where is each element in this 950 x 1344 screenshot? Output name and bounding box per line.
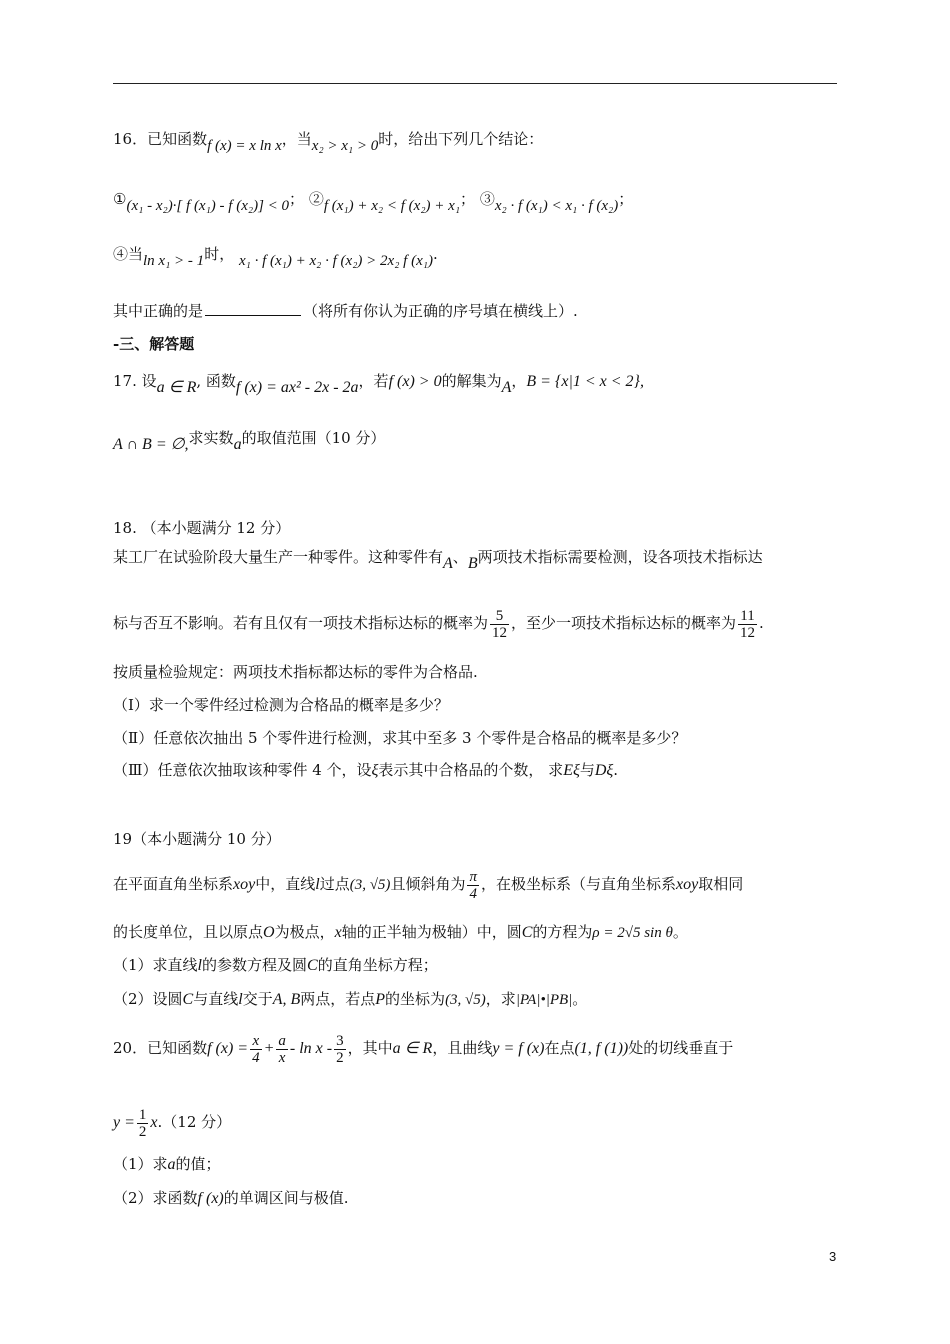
q16-line-3 <box>113 243 438 269</box>
q19-part-2 <box>113 988 587 1011</box>
q18-math: B <box>467 555 478 572</box>
q20-text: ，其中 <box>347 1039 393 1057</box>
q19-text: 过点 <box>319 875 350 893</box>
q18-text: 两项技术指标需要检测，设各项技术指标达 <box>477 548 763 566</box>
fraction-5-12 <box>490 608 509 641</box>
q20-text: （2）求函数 <box>113 1189 198 1207</box>
q18-text: （Ⅲ）任意依次抽取该种零件 4 个，设 <box>113 761 372 779</box>
q16-answer-line <box>113 300 578 322</box>
q19-text: ，求 <box>485 990 516 1008</box>
q20-text: 在点 <box>544 1039 575 1057</box>
q20-line-1 <box>113 1028 733 1069</box>
q20-math: a <box>167 1156 176 1173</box>
q19-text: 两点，若点 <box>300 990 376 1008</box>
q17-math: A <box>501 379 512 396</box>
q19-text: 为极点， <box>274 923 335 941</box>
q19-text: 的直角坐标方程； <box>317 956 438 974</box>
denominator: 4 <box>252 1049 260 1066</box>
q19-text: （1）求直线 <box>113 956 198 974</box>
q20-part-2 <box>113 1187 349 1210</box>
q19-text: 的方程为 <box>532 923 593 941</box>
q16-text: 16．已知函数 <box>113 130 208 148</box>
q19-text: （2）设圆 <box>113 990 183 1008</box>
header-rule <box>113 83 837 84</box>
q18-text: 标与否互不影响。若有且仅有一项技术指标达标的概率为 <box>113 614 489 632</box>
q16-conclusion-4: x₁ · f (x₁) + x₂ · f (x₂) > 2x₂ f (x₁) <box>238 253 433 269</box>
q17-text: , 函数 <box>196 372 236 390</box>
q20-line-2 <box>113 1102 231 1143</box>
q19-math: l <box>197 957 202 974</box>
fraction-a-x <box>276 1033 288 1066</box>
q16-text: 时，给出下列几个结论： <box>378 130 544 148</box>
q19-text: 的坐标为 <box>385 990 446 1008</box>
q16-condition: x₂ > x₁ > 0 <box>311 138 379 154</box>
denominator: x <box>278 1049 286 1066</box>
q18-heading: 18. （本小题满分 12 分） <box>113 519 291 537</box>
q16-function: f (x) = x ln x <box>207 138 282 154</box>
q20-text: .（12 分） <box>157 1113 232 1131</box>
q17-math: a <box>233 436 242 453</box>
q18-text: 与 <box>579 761 595 779</box>
q16-text: 时， <box>204 245 235 263</box>
page-number: 3 <box>829 1249 837 1264</box>
q20-text: 的单调区间与极值. <box>223 1189 349 1207</box>
q20-math: y = <box>113 1114 135 1131</box>
q16-conclusion-2: f (x₁) + x₂ < f (x₂) + x₁ <box>323 198 461 214</box>
q18-text: 表示其中合格品的个数， 求 <box>378 761 564 779</box>
q19-text: 与直线 <box>193 990 239 1008</box>
q19-text: 。 <box>572 990 588 1008</box>
q17-text: 求实数 <box>188 429 234 447</box>
q18-math: Dξ <box>594 762 614 779</box>
q17-math: f (x) > 0 <box>388 373 442 390</box>
q16-mark-2: ② <box>308 190 324 208</box>
q20-text: 处的切线垂直于 <box>628 1039 734 1057</box>
q18-text: 、 <box>452 548 468 566</box>
q18-part-2: （Ⅱ）任意依次抽出 5 个零件进行检测，求其中至多 3 个零件是合格品的概率是多少？ <box>113 729 687 747</box>
q19-text: 中，直线 <box>255 875 316 893</box>
q19-line-2 <box>113 921 688 944</box>
q19-math: l <box>238 991 243 1008</box>
q19-math: C <box>307 957 318 974</box>
q19-text: 取相同 <box>698 875 744 893</box>
plus-sign: + <box>263 1040 275 1057</box>
denominator: 2 <box>336 1049 344 1066</box>
numerator: 11 <box>738 608 757 625</box>
q16-mark-1: ① <box>113 190 127 208</box>
q19-point: (3, √5) <box>349 877 391 893</box>
q16-conclusion-3: x₂ · f (x₁) < x₁ · f (x₂) <box>494 198 619 214</box>
q18-line-1 <box>113 546 763 572</box>
numerator: 5 <box>490 608 509 625</box>
q20-text: （1）求 <box>113 1155 168 1173</box>
q20-part-1 <box>113 1153 221 1176</box>
separator: ； <box>618 190 634 208</box>
q17-line-1 <box>113 370 644 396</box>
fraction-1-2 <box>137 1107 149 1140</box>
numerator: 3 <box>336 1032 344 1049</box>
q18-part-1: （Ⅰ）求一个零件经过检测为合格品的概率是多少？ <box>113 696 449 714</box>
q19-math: |PA|•|PB| <box>515 992 573 1008</box>
q18-math: ξ <box>371 762 379 779</box>
q18-text: ，至少一项技术指标达标的概率为 <box>511 614 737 632</box>
q19-line-1 <box>113 866 743 903</box>
q19-text: 的长度单位，且以原点 <box>113 923 264 941</box>
fraction-3-2 <box>334 1033 346 1066</box>
q19-part-1 <box>113 954 438 977</box>
q20-math: a ∈ R <box>392 1040 433 1057</box>
q18-math: Eξ <box>563 762 580 779</box>
q18-math: A <box>443 555 453 572</box>
q19-text: 的参数方程及圆 <box>202 956 308 974</box>
section-heading: -三、解答题 <box>113 335 195 353</box>
q18-part-3 <box>113 759 618 782</box>
q16-text: ，当 <box>281 130 312 148</box>
q19-math: xoy <box>233 876 256 893</box>
q20-math: x <box>150 1114 158 1131</box>
q17-line-2 <box>113 427 386 453</box>
q20-math: f (x) <box>197 1190 224 1207</box>
q19-text: ，在极坐标系（与直角坐标系 <box>480 875 676 893</box>
q17-text: 17. 设 <box>113 372 157 390</box>
q20-text: ，且曲线 <box>432 1039 493 1057</box>
separator: ； <box>289 190 305 208</box>
denominator: 12 <box>740 624 756 641</box>
numerator: π <box>469 868 477 885</box>
q19-text: 且倾斜角为 <box>390 875 466 893</box>
q16-text: . <box>432 245 438 263</box>
answer-blank[interactable] <box>205 301 301 316</box>
q16-line-1 <box>113 128 544 154</box>
denominator: 2 <box>138 1123 147 1140</box>
q19-math: l <box>315 876 320 893</box>
q16-line-2 <box>113 188 634 214</box>
separator: ； <box>460 190 476 208</box>
q18-line-3: 按质量检验规定：两项技术指标都达标的零件为合格品. <box>113 663 478 681</box>
q17-text: 的解集为 <box>441 372 502 390</box>
q19-text: 交于 <box>242 990 273 1008</box>
q19-text: 轴的正半轴为极轴）中，圆 <box>341 923 522 941</box>
q16-mark-4: ④当 <box>113 245 144 263</box>
numerator: 1 <box>138 1106 147 1123</box>
q19-math: xoy <box>675 876 699 893</box>
q20-math: f (x) = <box>207 1040 249 1057</box>
q19-heading: 19（本小题满分 10 分） <box>113 830 281 848</box>
q17-math: a ∈ R <box>156 379 197 396</box>
q19-circle-equation: ρ = 2√5 sin θ <box>592 925 673 941</box>
q17-math: A ∩ B = ∅, <box>113 436 189 453</box>
q16-answer-note: （将所有你认为正确的序号填在横线上）. <box>303 302 578 320</box>
q19-math: C <box>521 924 533 941</box>
q19-math: x <box>334 924 342 941</box>
denominator: 12 <box>492 624 508 641</box>
q18-line-2 <box>113 605 764 641</box>
q19-math: O <box>263 924 275 941</box>
q20-math: - ln x - <box>289 1040 333 1057</box>
q16-answer-prompt: 其中正确的是 <box>113 302 204 320</box>
fraction-11-12 <box>738 608 757 641</box>
q17-text: 的取值范围（10 分） <box>241 429 386 447</box>
q18-text: . <box>613 761 619 779</box>
q19-math: C <box>182 991 194 1008</box>
q20-text: 的值； <box>175 1155 221 1173</box>
q18-text: . <box>759 614 764 632</box>
q17-set-b: B = {x|1 < x < 2}, <box>526 373 644 390</box>
q20-math: (1, f (1)) <box>574 1040 629 1057</box>
denominator: 4 <box>469 885 477 902</box>
q20-math: y = f (x) <box>492 1040 545 1057</box>
q18-text: 某工厂在试验阶段大量生产一种零件。这种零件有 <box>113 548 444 566</box>
numerator: x <box>250 1033 262 1050</box>
q20-text: 20．已知函数 <box>113 1039 208 1057</box>
q16-condition-4: ln x₁ > - 1 <box>143 253 205 269</box>
q19-text: 。 <box>672 923 688 941</box>
q17-text: ， <box>511 372 527 390</box>
numerator: a <box>278 1032 286 1049</box>
q19-math: P <box>375 991 386 1008</box>
q16-mark-3: ③ <box>479 190 495 208</box>
q19-point: (3, √5) <box>445 992 486 1008</box>
fraction-x-4 <box>250 1033 262 1066</box>
q17-function: f (x) = ax² - 2x - 2a <box>235 379 359 396</box>
q19-math: A, B <box>272 991 301 1008</box>
q16-conclusion-1: (x₁ - x₂)·[ f (x₁) - f (x₂)] < 0 <box>126 198 290 214</box>
fraction-pi-4 <box>467 869 479 902</box>
q19-text: 在平面直角坐标系 <box>113 875 234 893</box>
q17-text: ，若 <box>358 372 389 390</box>
